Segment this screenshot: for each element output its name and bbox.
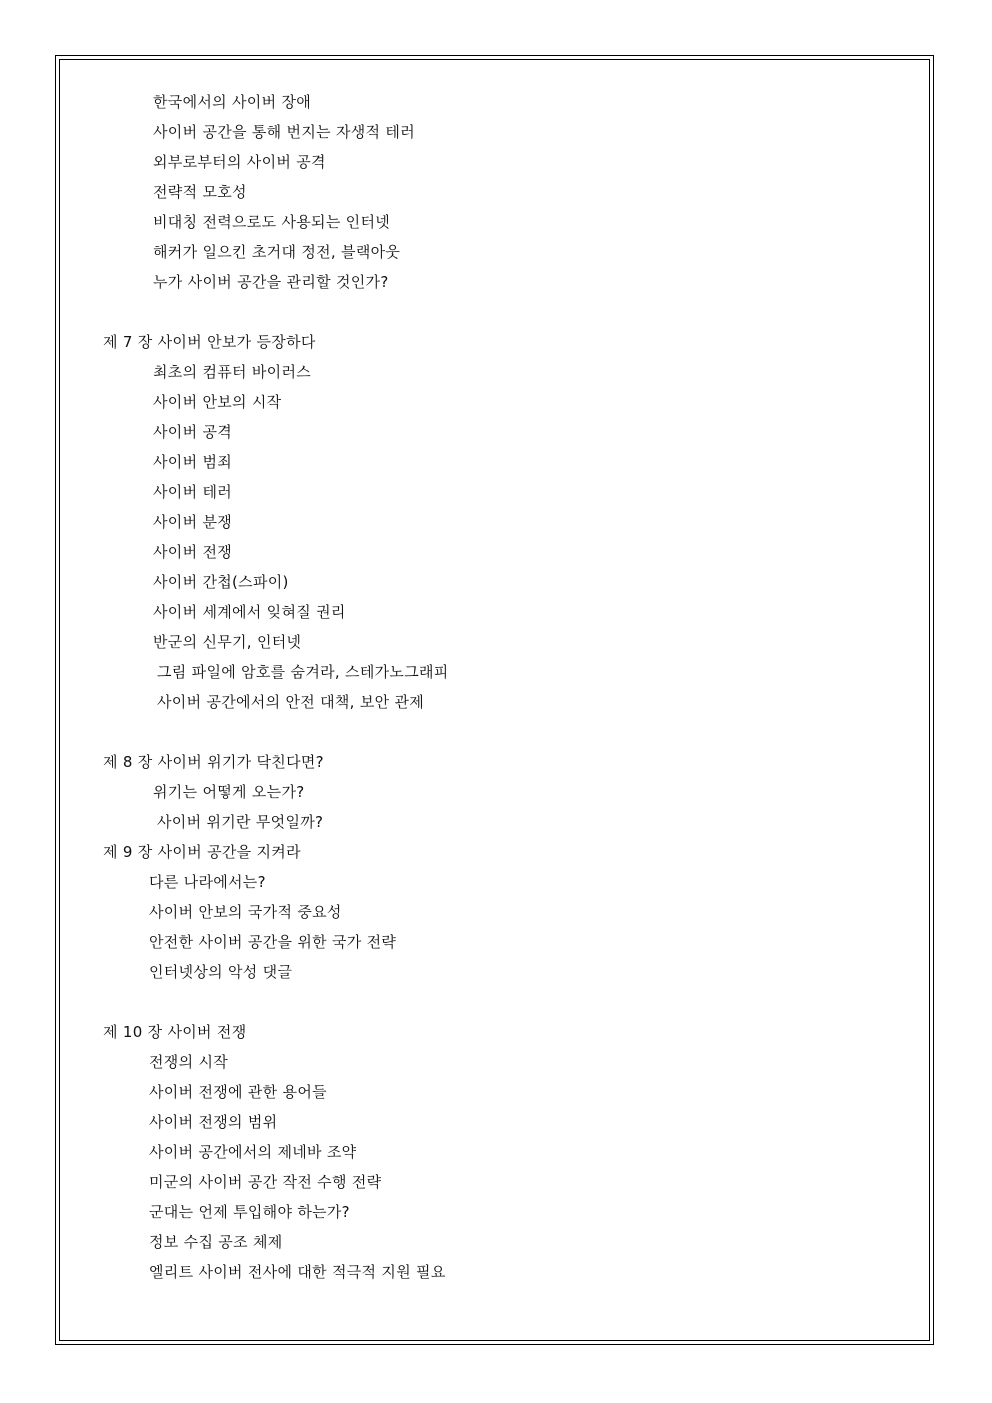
chapter-heading-7: 제 7 장 사이버 안보가 등장하다 xyxy=(103,333,316,351)
toc-item: 사이버 안보의 국가적 중요성 xyxy=(149,903,342,921)
toc-item: 엘리트 사이버 전사에 대한 적극적 지원 필요 xyxy=(149,1263,446,1281)
chapter-heading-8: 제 8 장 사이버 위기가 닥친다면? xyxy=(103,753,324,771)
toc-item: 사이버 전쟁 xyxy=(153,543,233,561)
toc-item: 미군의 사이버 공간 작전 수행 전략 xyxy=(149,1173,382,1191)
chapter-heading-10: 제 10 장 사이버 전쟁 xyxy=(103,1023,247,1041)
toc-item: 외부로부터의 사이버 공격 xyxy=(153,153,326,171)
toc-item: 사이버 간첩(스파이) xyxy=(153,573,289,591)
toc-item: 최초의 컴퓨터 바이러스 xyxy=(153,363,312,381)
toc-item: 다른 나라에서는? xyxy=(149,873,266,891)
toc-item: 사이버 공간에서의 제네바 조약 xyxy=(149,1143,357,1161)
toc-item: 사이버 공간을 통해 번지는 자생적 테러 xyxy=(153,123,415,141)
toc-item: 전쟁의 시작 xyxy=(149,1053,229,1071)
toc-item: 사이버 분쟁 xyxy=(153,513,233,531)
toc-item: 사이버 위기란 무엇일까? xyxy=(157,813,324,831)
toc-item: 누가 사이버 공간을 관리할 것인가? xyxy=(153,273,389,291)
toc-item: 사이버 범죄 xyxy=(153,453,233,471)
toc-item: 사이버 전쟁의 범위 xyxy=(149,1113,278,1131)
toc-item: 사이버 공간에서의 안전 대책, 보안 관제 xyxy=(157,693,425,711)
toc-item: 비대칭 전력으로도 사용되는 인터넷 xyxy=(153,213,391,231)
toc-item: 사이버 테러 xyxy=(153,483,233,501)
toc-item: 군대는 언제 투입해야 하는가? xyxy=(149,1203,350,1221)
toc-item: 그림 파일에 암호를 숨겨라, 스테가노그래피 xyxy=(157,663,449,681)
toc-item: 반군의 신무기, 인터넷 xyxy=(153,633,302,651)
toc-item: 해커가 일으킨 초거대 정전, 블랙아웃 xyxy=(153,243,401,261)
chapter-heading-9: 제 9 장 사이버 공간을 지켜라 xyxy=(103,843,301,861)
toc-item: 사이버 공격 xyxy=(153,423,233,441)
toc-item: 안전한 사이버 공간을 위한 국가 전략 xyxy=(149,933,397,951)
toc-item: 전략적 모호성 xyxy=(153,183,247,201)
toc-item: 사이버 안보의 시작 xyxy=(153,393,282,411)
toc-item: 정보 수집 공조 체제 xyxy=(149,1233,283,1251)
toc-item: 사이버 세계에서 잊혀질 권리 xyxy=(153,603,346,621)
toc-item: 한국에서의 사이버 장애 xyxy=(153,93,312,111)
toc-item: 사이버 전쟁에 관한 용어들 xyxy=(149,1083,327,1101)
toc-item: 인터넷상의 악성 댓글 xyxy=(149,963,293,981)
toc-item: 위기는 어떻게 오는가? xyxy=(153,783,305,801)
